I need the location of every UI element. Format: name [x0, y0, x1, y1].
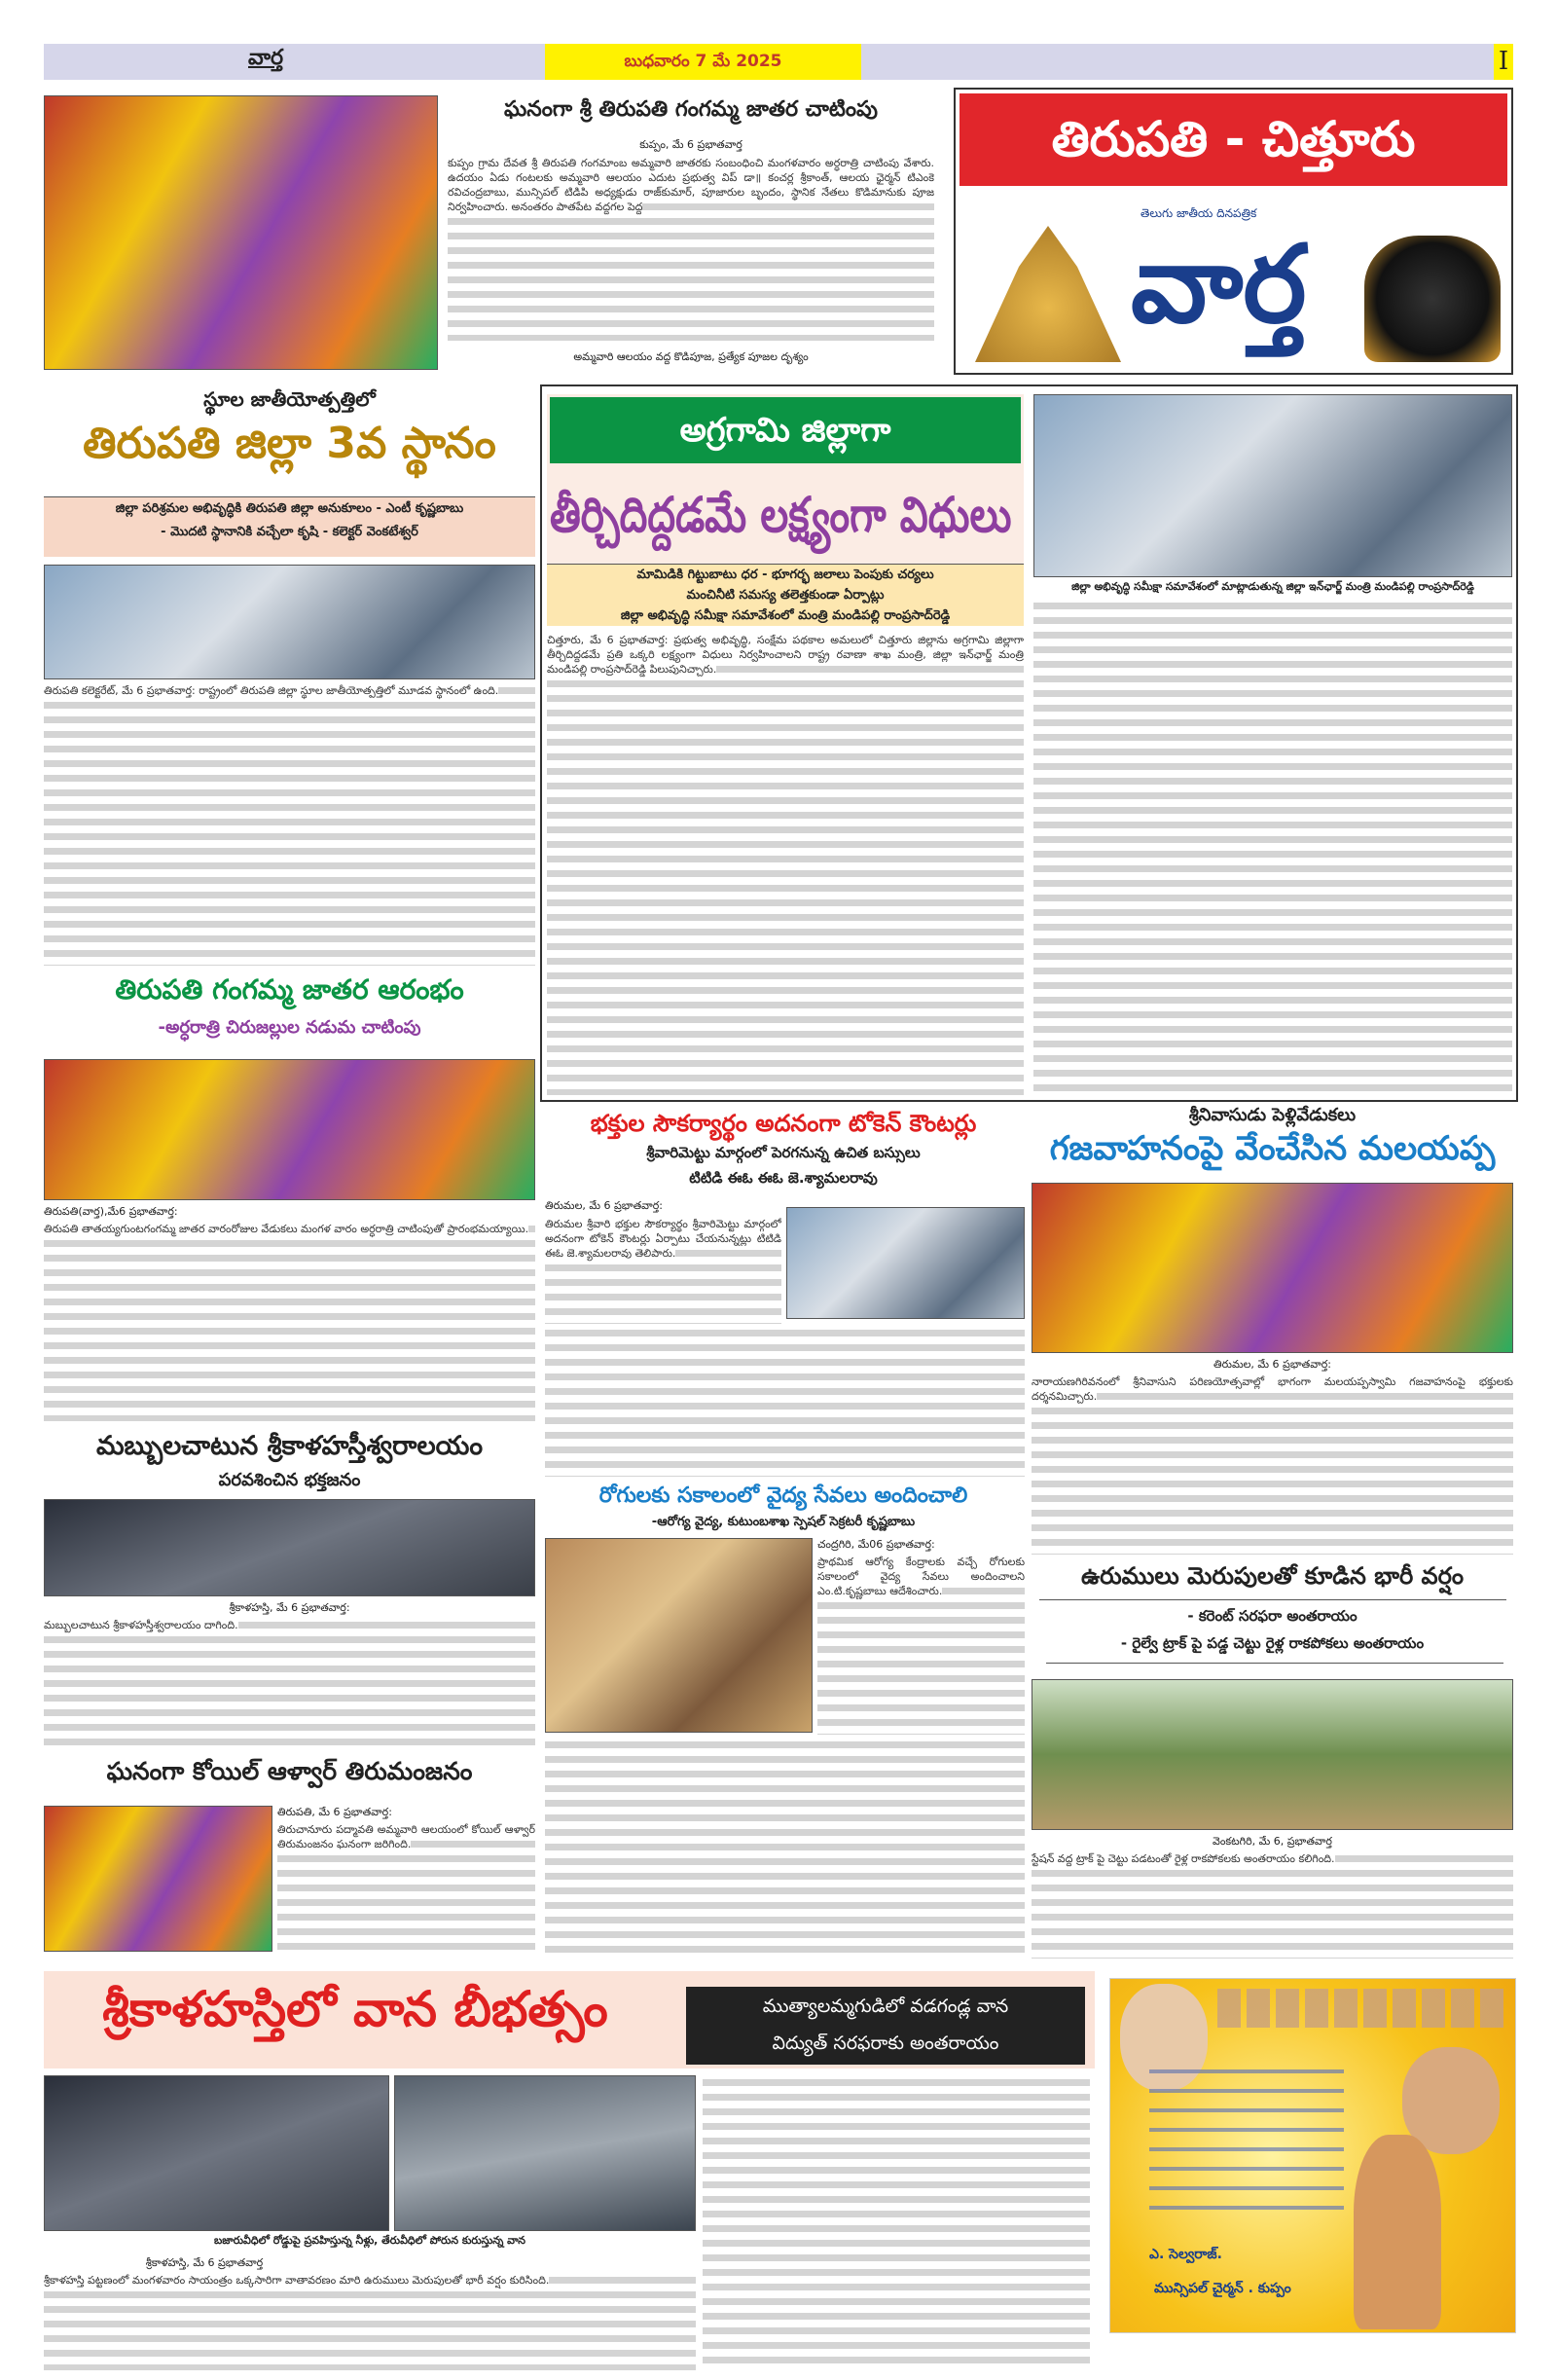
kalahasti-rain-caption: బజారువీధిలో రోడ్డుపై ప్రవహిస్తున్న నీళ్లు, తేరువీధిలో పోరున కురుస్తున్న వాన [213, 2234, 526, 2247]
lead-sub2: మంచినీటి సమస్య తలెత్తకుండా ఏర్పాట్లు [686, 588, 885, 603]
health-body-cont [545, 1738, 1025, 1957]
ad-title: మున్సిపల్ చైర్మన్ . కుప్పం [1154, 2281, 1291, 2296]
temple-text: మబ్బులచాటున శ్రీకాళహస్తీశ్వరాలయం దాగింది. [44, 1619, 238, 1631]
district-sub1: జిల్లా పరిశ్రమల అభివృద్ధికి తిరుపతి జిల్లా అనుకూలం - ఎంటీ కృష్ణబాబు [115, 501, 464, 516]
kalahasti-rain-header [44, 1971, 1095, 2069]
health-photo [545, 1538, 813, 1733]
lead-headline: తీర్చిదిద్దడమే లక్ష్యంగా విధులు [550, 487, 1012, 543]
health-dateline: చంద్రగిరి, మే06 ప్రభాతవార్త: [817, 1538, 935, 1551]
kalahasti-rain-body [44, 2273, 696, 2370]
koil-photo [44, 1806, 272, 1952]
rain-photo [1032, 1679, 1513, 1830]
ad-leader-row [1217, 1989, 1509, 2028]
advertisement [1109, 1978, 1516, 2333]
top-story-headline: ఘనంగా శ్రీ తిరుపతి గంగమ్మ జాతర చాటింపు [503, 97, 879, 122]
gangamma-body [44, 1222, 535, 1421]
tokens-headline: భక్తుల సౌకర్యార్థం అదనంగా టోకెన్ కౌంటర్లు [590, 1110, 977, 1137]
kalahasti-box2: విద్యుత్ సరఫరాకు అంతరాయం [772, 2032, 999, 2054]
rain-street-photo [44, 2075, 389, 2231]
page-header [44, 44, 1513, 80]
district-meeting-photo [44, 565, 535, 679]
rain-body [1032, 1851, 1513, 1959]
kalahasti-rain-box [686, 1987, 1085, 2065]
district-kicker: స్థూల జాతీయోత్పత్తిలో [203, 387, 376, 411]
rain-headline: ఉరుములు మెరుపులతో కూడిన భారీ వర్షం [1080, 1562, 1465, 1590]
koil-text: తిరుచానూరు పద్మావతి అమ్మవారి ఆలయంలో కోయిల్ ఆళ్వార్ తిరుమంజనం ఘనంగా జరిగింది. [277, 1823, 535, 1850]
health-body [817, 1555, 1025, 1735]
health-headline: రోగులకు సకాలంలో వైద్య సేవలు అందించాలి [598, 1483, 968, 1508]
kalahasti-rain-text: శ్రీకాళహస్తి పట్టణంలో మంగళవారం సాయంత్రం ఒక్కసారిగా వాతావరణం మారి ఉరుములు మెరుపులతో భారీ వర్షం కురిసింది. [44, 2274, 550, 2287]
gangamma-dateline: తిరుపతి(వార్త),మే6 ప్రభాతవార్త: [44, 1205, 178, 1218]
masthead-tagline: తెలుగు జాతీయ దినపత్రిక [1141, 206, 1257, 220]
masthead [954, 88, 1513, 375]
lead-body-right [1033, 599, 1512, 1095]
divider [1046, 1663, 1503, 1664]
district-text: తిరుపతి కలెక్టరేట్, మే 6 ప్రభాతవార్త: రాష్ట్రంలో తిరుపతి జిల్లా స్థూల జాతీయోత్పత్తిలో మూడవ స్థానంలో ఉంది. [44, 684, 499, 697]
top-story-text: కుప్పం గ్రామ దేవత శ్రీ తిరుపతి గంగమాంబ అమ్మవారి జాతరకు సంబంధించి మంగళవారం అర్ధరాత్రి చాటింపు వేశారు. ఉదయం ఏడు గంటలకు అమ్మవారి ఆలయం ఎదుట ప్రభుత్వ విప్ డా॥ కంచర్ల శ్రీకాంత్, ఆలయ ఛైర్మన్ టిఎంకె రవిచంద్రబాబు, మున్సిపల్ టిడిపి అధ్యక్షుడు రాజ్‌కుమార్, పూజారుల బృందం, స్థానిక నేతలు కొడిమానుకు పూజ నిర్వహించారు. అనంతరం పాతపేట వద్దగల పెద్ద [448, 157, 934, 213]
top-story-dateline: కుప్పం, మే 6 ప్రభాతవార్త [639, 138, 742, 151]
top-story-caption: అమ్మవారి ఆలయం వద్ద కొడిపూజ, ప్రత్యేక పూజల దృశ్యం [573, 350, 809, 363]
ad-portrait [1354, 2135, 1441, 2329]
lead-sub1: మామిడికి గిట్టుబాటు ధర - భూగర్భ జలాలు పెంపుకు చర్యలు [636, 568, 934, 582]
kalahasti-rain-headline: శ్రీకాళహస్తిలో వాన బీభత్సం [102, 1981, 608, 2037]
lead-headline-panel [547, 394, 1024, 623]
malayappa-headline: గజవాహనంపై వేంచేసిన మలయప్ప [1049, 1129, 1496, 1168]
tokens-sub1: శ్రీవారిమెట్టు మార్గంలో పెరగనున్న ఉచిత బస్సులు [646, 1144, 921, 1161]
malayappa-photo [1032, 1183, 1513, 1353]
rain-dateline: వెంకటగిరి, మే 6, ప్రభాతవార్త [1213, 1835, 1332, 1848]
lead-sub3: జిల్లా అభివృద్ధి సమీక్షా సమావేశంలో మంత్రి మండిపల్లి రాంప్రసాద్‌రెడ్డి [620, 608, 951, 623]
rain-text: స్టేషన్ వద్ద ట్రాక్ పై చెట్టు పడటంతో రైళ్ల రాకపోకలకు అంతరాయం కలిగింది. [1032, 1852, 1335, 1865]
tokens-dateline: తిరుమల, మే 6 ప్రభాతవార్త: [545, 1199, 663, 1212]
district-headline: తిరుపతి జిల్లా 3వ స్థానం [83, 419, 496, 468]
kalahasti-rain-dateline: శ్రీకాళహస్తి, మే 6 ప్రభాతవార్త [145, 2256, 264, 2269]
temple-body [44, 1618, 535, 1749]
rain-sub2: - రైల్వే ట్రాక్ పై పడ్డ చెట్టు రైళ్ల రాకపోకలు అంతరాయం [1120, 1634, 1425, 1652]
lead-body-left [547, 633, 1024, 1095]
rain-sub1: - కరెంట్ సరఫరా అంతరాయం [1187, 1607, 1358, 1625]
gangamma-photo [44, 1059, 535, 1200]
temple-photo [44, 1499, 535, 1596]
koil-body [277, 1822, 535, 1954]
malayappa-text: నారాయణగిరివనంలో శ్రీనివాసుని పరిణయోత్సవాల్లో భాగంగా మలయప్పస్వామి గజవాహనంపై భక్తులకు దర్శనమిచ్చారు. [1032, 1375, 1513, 1403]
jatara-photo [44, 95, 438, 370]
lead-caption: జిల్లా అభివృద్ధి సమీక్షా సమావేశంలో మాట్లాడుతున్న జిల్లా ఇన్‌ఛార్జ్ మంత్రి మండిపల్లి రాంప్రసాద్‌రెడ్డి [1071, 580, 1474, 593]
header-logo: వార్త [248, 46, 284, 70]
header-date: బుధవారం 7 మే 2025 [545, 44, 861, 80]
gangamma-text: తిరుపతి తాతయ్యగుంటగంగమ్మ జాతర వారంరోజుల వేడుకలు మంగళ వారం అర్ధరాత్రి చాటింపుతో ప్రారంభమయ్యాయి. [44, 1223, 529, 1235]
deity-image [1364, 236, 1501, 362]
tokens-text: తిరుమల శ్రీవారి భక్తుల సౌకర్యార్థం శ్రీవారిమెట్టు మార్గంలో అదనంగా టోకెన్ కౌంటర్లు ఏర్పాటు చేయనున్నట్లు టిటిడి ఈఓ జె.శ్యామలరావు తెలిపారు. [545, 1218, 781, 1260]
district-sub2: - మొదటి స్థానానికి వచ్చేలా కృషి - కలెక్టర్ వెంకటేశ్వర్ [161, 525, 418, 539]
district-subheads [44, 496, 535, 557]
masthead-logo: వార్త [1131, 222, 1307, 347]
ad-message [1149, 2062, 1344, 2217]
malayappa-dateline: తిరుమల, మే 6 ప్రభాతవార్త: [1213, 1358, 1331, 1371]
top-story-body [448, 156, 934, 341]
malayappa-kicker: శ్రీనివాసుడు పెళ్లివేడుకలు [1188, 1105, 1357, 1125]
gangamma-sub: -అర్ధరాత్రి చిరుజల్లుల నడుమ చాటింపు [158, 1017, 421, 1038]
divider [1039, 1599, 1506, 1600]
kalahasti-box1: ముత్యాలమ్మగుడిలో వడగండ్ల వాన [762, 1996, 1009, 2017]
tokens-body-cont [545, 1326, 1025, 1477]
tokens-body [545, 1217, 781, 1324]
health-text: ప్రాథమిక ఆరోగ్య కేంద్రాలకు వచ్చే రోగులకు సకాలంలో వైద్య సేవలు అందించాలని ఎం.టి.కృష్ణబాబు ఆదేశించారు. [817, 1556, 1025, 1597]
kalahasti-rain-body-right [703, 2075, 1090, 2370]
page-number: I [1494, 44, 1513, 80]
koil-dateline: తిరుపతి, మే 6 ప్రభాతవార్త: [277, 1806, 392, 1818]
health-sub: -ఆరోగ్య వైద్య, కుటుంబశాఖ స్పెషల్ సెక్రటరీ కృష్ణబాబు [651, 1515, 916, 1529]
temple-dateline: శ్రీకాళహస్తి, మే 6 ప్రభాతవార్త: [229, 1601, 350, 1614]
temple-headline: మబ్బులచాటున శ్రీకాళహస్తీశ్వరాలయం [95, 1431, 484, 1461]
lead-meeting-photo [1033, 394, 1512, 577]
lead-kicker: అగ్రగామి జిల్లాగా [550, 397, 1021, 463]
masthead-edition: తిరుపతి - చిత్తూరు [960, 93, 1507, 186]
ad-name: ఎ. సెల్వరాజ్. [1149, 2247, 1222, 2262]
gangamma-headline: తిరుపతి గంగమ్మ జాతర ఆరంభం [115, 973, 464, 1006]
tokens-photo [786, 1207, 1025, 1319]
temple-sub: పరవశించిన భక్తజనం [218, 1470, 361, 1490]
rain-road-photo [394, 2075, 696, 2231]
lead-text: చిత్తూరు, మే 6 ప్రభాతవార్త: ప్రభుత్వ అభివృద్ధి, సంక్షేమ పథకాల అమలులో చిత్తూరు జిల్లాను అగ్రగామి జిల్లాగా తీర్చిదిద్దడమే ప్రతి ఒక్కరి లక్ష్యంగా విధులు నిర్వహించాలని రాష్ట్ర రవాణా శాఖ మంత్రి, జిల్లా ఇన్‌ఛార్జ్ మంత్రి మండిపల్లి రాంప్రసాద్‌రెడ్డి పిలుపునిచ్చారు. [547, 634, 1024, 676]
malayappa-body [1032, 1374, 1513, 1555]
district-body [44, 683, 535, 966]
temple-gopuram-icon [975, 226, 1121, 362]
tokens-sub2: టిటిడి ఈఓ ఈఓ జె.శ్యామలరావు [689, 1169, 878, 1187]
koil-headline: ఘనంగా కోయిల్ ఆళ్వార్ తిరుమంజనం [106, 1757, 473, 1785]
